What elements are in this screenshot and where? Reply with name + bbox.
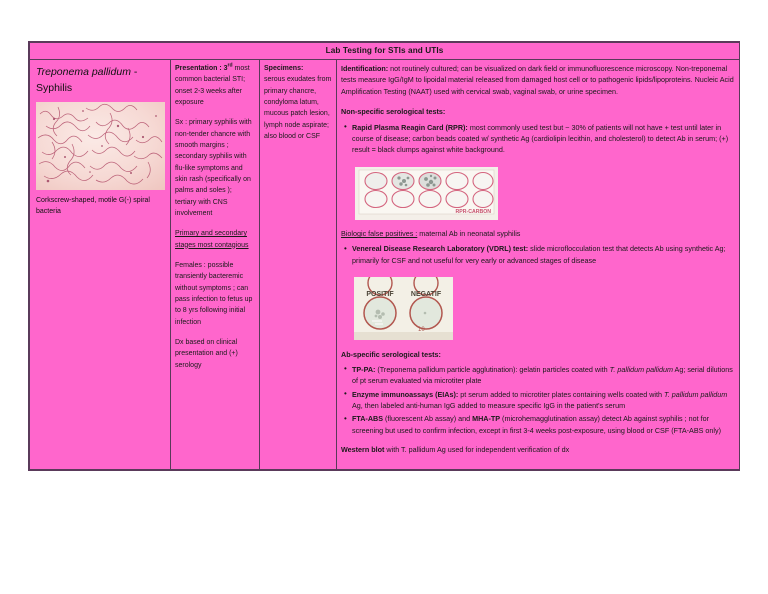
cell-presentation <box>171 60 260 470</box>
specimens-heading: Specimens: <box>264 65 304 72</box>
eia-label: Enzyme immunoassays (EIAs): <box>352 389 459 399</box>
western-blot-note <box>341 444 735 455</box>
vdrl-list <box>341 243 735 266</box>
vdrl-ten-label: 10 <box>418 327 425 334</box>
eia-italic-a: T. pallidum pallidum <box>664 389 728 399</box>
list-item-rpr <box>352 122 735 156</box>
presentation-symptoms: Sx : primary syphilis with non-tender chancre with smooth margins ; secondary syphilis with flu-like symptoms and skin rash (specifically on palms and soles ); tertiary with CNS involvement <box>175 119 252 217</box>
specimens-body: serous exudates from primary chancre, condyloma latum, mucous patch lesion, lymph node aspirate; also blood or CSF <box>264 76 332 140</box>
rpr-card-label: RPR-CARBON <box>455 208 491 215</box>
identification-heading: Identification: <box>341 64 389 73</box>
vdrl-slide-photo <box>354 277 453 340</box>
western-blot-text: with T. pallidum Ag used for independent verification of dx <box>384 445 570 455</box>
biologic-false-positives <box>341 228 735 239</box>
abspecific-tests-heading: Ab-specific serological tests: <box>341 349 441 359</box>
western-blot-label: Western blot <box>341 445 385 455</box>
disease-name: Syphilis <box>36 82 73 95</box>
lab-testing-table <box>28 41 740 471</box>
fta-text-a: (fluorescent Ab assay) and <box>383 414 473 424</box>
treponema-pallidum-micrograph <box>36 102 165 190</box>
tppa-text-b: Ag; serial dilutions of pt serum evaluated via microtiter plate <box>352 364 733 386</box>
organism-name <box>36 65 166 80</box>
tppa-label: TP-PA: <box>352 364 376 374</box>
fta-text-b: (microhemagglutination assay) detect Ab against syphilis ; not for screening but used to confirm infection, except in first 3-4 weeks post-exposure, using blood or CSF (FTA-ABS only) <box>352 414 721 435</box>
cell-organism <box>30 60 171 470</box>
rpr-description: most commonly used test but ~ 30% of patients will not have + test until later in course of disease; carbon beads coated w/ synthetic Ag (cardiolipin lecithin, and cholesterol) to detect Ab in serum; (+) result = black clumps against white background. <box>352 122 729 155</box>
identification-intro-text: not routinely cultured; can be visualized on dark field or immunofluorescence microscopy. Non-treponemal tests measure IgG/IgM to lipoidal material released from damaged host cell or to pathogenic lipids/lipoproteins. Nucleic Acid Amplification Testing (NAAT) used with cervical swab, vaginal swab, or urine specimen. <box>341 64 734 96</box>
cell-identification <box>337 60 740 470</box>
vdrl-negative-label: NEGATIF <box>410 291 442 299</box>
biologic-false-positives-text: maternal Ab in neonatal syphilis <box>417 229 521 238</box>
presentation-onset-rest: most common bacterial STI; onset 2-3 weeks after exposure <box>175 65 250 106</box>
vdrl-positive-label: POSITIF <box>366 291 394 299</box>
tppa-text-a: (Treponema pallidum particle agglutination): gelatin particles coated with <box>375 364 610 374</box>
specimens-block <box>264 63 332 142</box>
identification-intro <box>341 63 735 97</box>
eia-text-b: Ag, then labeled anti-human IgG added to measure specific IgG in the patient's serum <box>352 401 626 410</box>
table-row <box>30 60 740 470</box>
presentation-contagious-note: Primary and secondary stages most contagious <box>175 230 249 249</box>
tppa-italic-a: T. pallidum pallidum <box>609 364 673 374</box>
list-item-fta-abs <box>352 413 735 436</box>
biologic-false-positives-label: Biologic false positives : <box>341 229 418 238</box>
nonspecific-tests-heading: Non-specific serological tests: <box>341 107 446 117</box>
rpr-carbon-card-photo <box>355 167 498 220</box>
page-title: Lab Testing for STIs and UTIs <box>30 43 740 60</box>
vdrl-label: Venereal Disease Research Laboratory (VDRL) test: <box>352 244 529 254</box>
presentation-females-note: Females : possible transiently bacteremic without symptoms ; can pass infection to fetus up to 8 yrs following initial infection <box>175 261 253 326</box>
list-item-tppa <box>352 364 735 387</box>
table-title-row <box>30 43 740 60</box>
list-item-eia <box>352 389 735 412</box>
presentation-onset <box>175 63 255 108</box>
fta-abs-label: FTA-ABS <box>352 414 384 424</box>
nonspecific-tests-list <box>341 122 735 156</box>
abspecific-tests-list <box>341 364 735 436</box>
cell-specimens <box>260 60 337 470</box>
organism-species: Treponema pallidum <box>36 66 131 78</box>
eia-text-a: pt serum added to microtiter plates containing wells coated with <box>458 389 665 399</box>
organism-dash: - <box>130 66 138 78</box>
presentation-heading-label: Presentation : 3 <box>175 65 228 72</box>
list-item-vdrl <box>352 243 735 266</box>
rpr-label: Rapid Plasma Reagin Card (RPR): <box>352 122 468 132</box>
vdrl-description: slide microflocculation test that detects Ab using synthetic Ag; primarily for CSF and not useful for very early or advanced stages of disease <box>352 244 726 265</box>
presentation-ordinal-sup: rd <box>227 62 233 69</box>
presentation-diagnosis-note: Dx based on clinical presentation and (+) serology <box>175 338 238 369</box>
micrograph-caption: Corkscrew-shaped, motile G(-) spiral bacteria <box>36 196 150 215</box>
mha-tp-label: MHA-TP <box>472 414 501 424</box>
